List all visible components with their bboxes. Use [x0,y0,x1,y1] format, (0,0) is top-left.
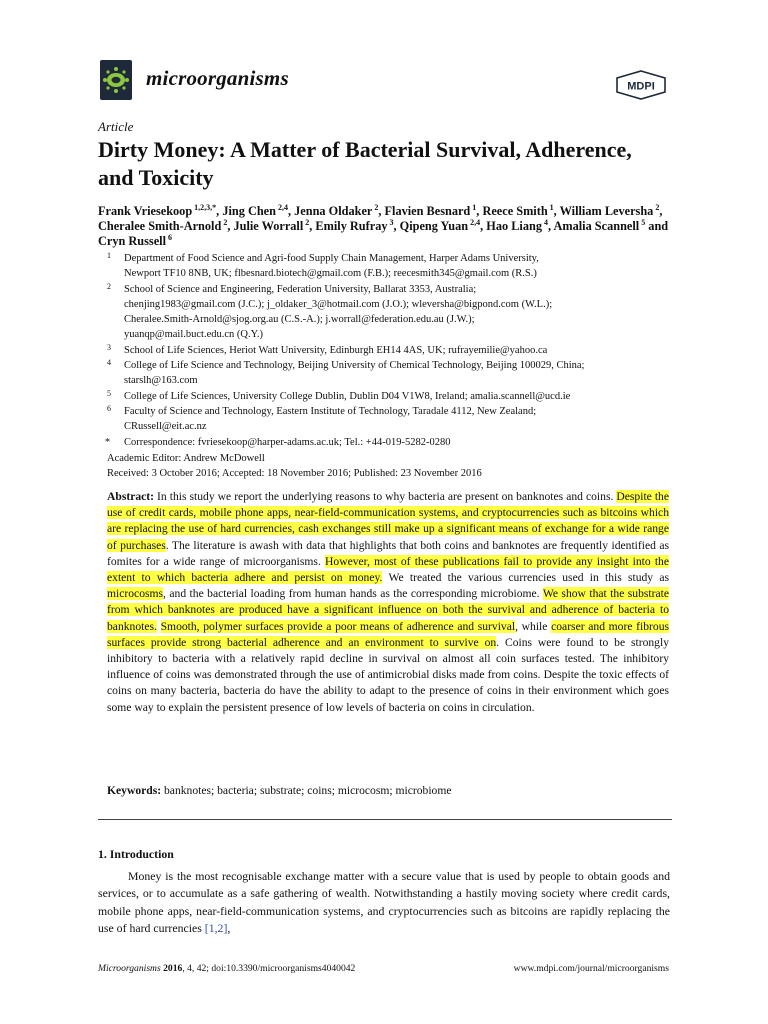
author-name: Jing Chen $^{2,4}$ [222,202,288,218]
publisher-logo [613,70,669,100]
keywords-text: banknotes; bacteria; substrate; coins; microcosm; microbiome [161,784,452,797]
abstract [107,489,669,716]
citation-link[interactable]: [1,2] [204,921,228,936]
highlighted-text: However, most of these publications fail to provide any insight into the extent to which bacteria adhere and persist on money. [107,554,670,585]
academic-editor: Academic Editor: Andrew McDowell [107,453,265,464]
keywords [107,784,669,797]
affiliation-number: 1 [107,251,111,260]
author-name: William Leversha $^2$ [559,202,660,218]
author-separator: , [476,204,483,218]
affiliation-item [98,435,678,450]
author-affiliation-ref: 1 [470,202,477,212]
author-name: Cheralee Smith-Arnold $^2$ [98,217,228,233]
author-affiliation-ref: 2 [653,202,660,212]
author-name: Hao Liang $^4$ [486,217,548,233]
publisher-name: MDPI [627,80,655,93]
affiliation-line: Faculty of Science and Technology, Eastern Institute of Technology, Taradale 4112, New Zealand; [124,405,537,417]
highlighted-text: We show that the substrate from which banknotes are produced have a significant influence on both the survival and adherence of bacteria to banknotes. [107,587,669,633]
affiliation-number: 2 [107,281,111,291]
author-separator: , [378,204,385,218]
author-separator: , [287,204,295,218]
article-title: Dirty Money: A Matter of Bacterial Survival, Adherence, and Toxicity [98,137,632,190]
journal-name: microorganisms [146,66,289,90]
highlighted-text: Despite the use of credit cards, mobile phone apps, near-field-communication systems, and cryptocurrencies such as bitcoins which are replacing the use of hard currencies, cash exchanges still make up a significant means of exchange for a wide range of purchases [107,490,669,552]
author-list [98,204,672,249]
abstract-text: , and the bacterial loading from human hands as the corresponding microbiome. [163,587,543,601]
affiliation-number: 6 [107,403,111,413]
author-separator: , [659,204,663,218]
footer-journal: Microorganisms [98,963,161,974]
affiliation-line: School of Science and Engineering, Federation University, Ballarat 3353, Australia; [124,283,477,295]
bacterium-icon [98,58,134,102]
affiliation-list [98,251,678,450]
abstract-text: . The literature is awash with data that highlights that both coins and banknotes are frequently identified as fomites for a wide range of microorganisms. [107,538,669,568]
author-separator: , [393,219,400,233]
article-type: Article [98,119,134,134]
affiliation-line: Cheralee.Smith-Arnold@sjog.org.au (C.S.-A.); j.worrall@federation.edu.au (J.W.); [124,314,475,326]
author-affiliation-ref: 5 [639,217,646,227]
author-affiliation-ref: 2 [372,202,379,212]
author-affiliation-ref: 1,2,3,* [192,202,217,212]
author-name: Flavien Besnard $^1$ [384,202,477,218]
abstract-label: Abstract: [107,490,155,503]
divider [98,819,672,820]
publication-dates: Received: 3 October 2016; Accepted: 18 November 2016; Published: 23 November 2016 [107,468,482,480]
intro-text-end: , [227,921,231,936]
author-separator: , [547,219,554,233]
affiliation-number: * [105,436,110,448]
abstract-text: . Coins were found to be strongly inhibitory to bacteria with a relatively rapid decline in survival on almost all coin surfaces tested. The inhibitory influence of coins was demonstrated through the use of antimicrobial disks made from coins. Despite the toxic effects of coins on many bacteria, bacteria do have the ability to adapt to the presence of coins in their environment which goes some way to explain the persistent presence of low levels of bacteria on coins in circulation. [107,635,669,714]
highlighted-text: coarser and more fibrous surfaces provide strong bacterial adherence and an environment to survive on [107,619,670,649]
author-separator: , [309,219,316,233]
author-affiliation-ref: 6 [165,232,172,242]
affiliation-item [98,358,678,389]
author-separator: , [216,204,223,218]
intro-text: Money is the most recognisable exchange matter with a secure value that is used by people to obtain goods and services, or to accumulate as a safe gathering of wealth. Notwithstanding a hastily moving society where credit cards, mobile phone apps, near-field-communication systems, and cryptocurrencies such as bitcoins are rapidly replacing the use of hard currencies [98,869,670,936]
affiliation-line: Department of Food Science and Agri-food Supply Chain Management, Harper Adams University, [124,253,539,264]
author-name: Qipeng Yuan $^{2,4}$ [399,217,481,233]
affiliation-item [98,389,678,404]
author-affiliation-ref: 3 [387,217,394,227]
author-affiliation-ref: 4 [541,217,548,227]
author-affiliation-ref: 2 [303,217,310,227]
affiliation-item [98,404,678,435]
affiliation-line: starslh@163.com [124,375,198,387]
introduction-paragraph [98,868,670,938]
affiliation-line: College of Life Science and Technology, Beijing University of Chemical Technology, Beijing 100029, China; [124,360,585,372]
author-separator: , [480,219,487,233]
author-separator: , [553,204,560,218]
affiliation-line: Correspondence: fvriesekoop@harper-adams.ac.uk; Tel.: +44-019-5282-0280 [124,436,451,448]
author-affiliation-ref: 2 [221,217,228,227]
author-affiliation-ref: 2,4 [468,217,481,227]
article-meta [107,451,482,482]
author-name: Emily Rufray $^3$ [315,217,394,233]
affiliation-line: CRussell@eit.ac.nz [124,421,207,433]
author-separator: , [227,219,234,233]
abstract-text: We treated the various currencies used in this study as [382,571,669,585]
author-affiliation-ref: 2,4 [275,202,288,212]
footer-year: 2016 [163,963,183,974]
footer-url[interactable]: www.mdpi.com/journal/microorganisms [513,963,669,974]
author-name: Cryn Russell $^6$ [98,232,172,248]
author-name: Reece Smith $^1$ [482,202,554,218]
affiliation-number: 5 [107,388,111,398]
author-name: Amalia Scannell $^5$ [553,217,646,233]
highlighted-text: microcosms [107,587,164,601]
affiliation-item [98,343,678,358]
footer-volume: , 4, 42; doi:10.3390/microorganisms4040042 [182,963,356,974]
affiliation-item [98,251,678,282]
affiliation-number: 3 [107,342,111,352]
footer-citation [98,963,355,974]
keywords-label: Keywords: [107,784,162,797]
affiliation-number: 4 [107,358,111,368]
highlighted-text: Smooth, polymer surfaces provide a poor means of adherence and survival [160,619,516,633]
author-name: Julie Worrall $^2$ [233,217,310,233]
affiliation-line: yuanqp@mail.buct.edu.cn (Q.Y.) [124,329,263,341]
abstract-text: In this study we report the underlying reasons to why bacteria are present on banknotes and coins. [154,490,617,503]
affiliation-line: Newport TF10 8NB, UK; flbesnard.biotech@gmail.com (F.B.); reecesmith345@gmail.com (R.S.) [124,268,537,280]
author-name: Jenna Oldaker $^2$ [294,202,379,218]
abstract-text: , while [515,619,552,633]
affiliation-line: School of Life Sciences, Heriot Watt University, Edinburgh EH14 4AS, UK; rufrayemilie@yahoo.ca [124,344,548,356]
affiliation-line: College of Life Sciences, University College Dublin, Dublin D04 V1W8, Ireland; amalia.scannell@ucd.ie [124,390,571,402]
author-affiliation-ref: 1 [547,202,554,212]
affiliation-item [98,282,678,343]
section-heading-introduction: 1. Introduction [98,847,174,861]
author-separator: and [645,219,669,233]
author-name: Frank Vriesekoop $^{1,2,3,*}$ [98,202,217,218]
affiliation-line: chenjing1983@gmail.com (J.C.); j_oldaker_3@hotmail.com (J.O.); wleversha@bigpond.com (W.L.); [124,298,553,310]
